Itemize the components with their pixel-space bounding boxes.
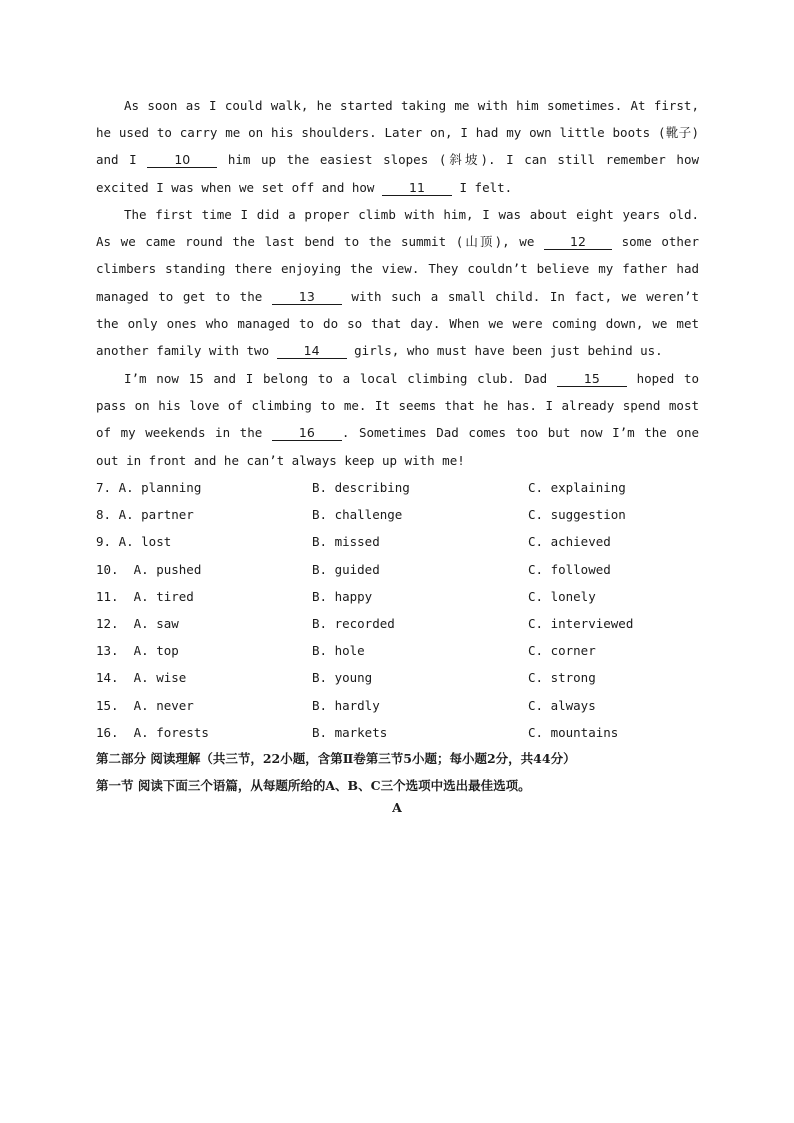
option-c: C. suggestion xyxy=(528,507,626,523)
option-a: 16. A. forests xyxy=(96,724,209,740)
p3-text-2: hoped to pass on his love of climbing to me. It seems that he has. I already spend most of my weekends in the xyxy=(96,371,700,441)
passage-label: A xyxy=(392,800,402,815)
blank-16: 16 xyxy=(272,426,342,441)
p2-text-3: with such a small child. In fact, we weren’t the only ones who managed to do so that day. When we were coming down, we met another family with two xyxy=(96,288,699,359)
option-b: B. describing xyxy=(312,480,410,495)
option-b: B. markets xyxy=(312,724,388,740)
option-b: B. recorded xyxy=(312,615,395,631)
blank-14: 14 xyxy=(277,344,347,359)
option-b: B. hole xyxy=(312,643,365,659)
option-row xyxy=(96,664,699,691)
option-b: B. challenge xyxy=(312,507,403,523)
p3-text-3: . Sometimes Dad comes too but now I’m the one out in front and he can’t always keep up with me! xyxy=(96,425,699,468)
option-row xyxy=(96,528,699,555)
option-a: 7. A. planning xyxy=(96,480,202,495)
p1-text-1: As soon as I could walk, he started taking me with him sometimes. At first, he used to carry me on his shoulders. Later on, I had my own little boots (靴子) and I xyxy=(96,98,699,168)
option-a: 14. A. wise xyxy=(96,670,187,686)
blank-12: 12 xyxy=(544,235,612,250)
option-row xyxy=(96,719,699,746)
option-row xyxy=(96,556,699,583)
p1-text-3: I felt. xyxy=(451,179,513,195)
option-a: 11. A. tired xyxy=(96,588,194,604)
option-row xyxy=(96,692,699,719)
p2-text-2: some other climbers standing there enjoying the view. They couldn’t believe my father had managed to get to the xyxy=(96,234,699,304)
option-a: 13. A. top xyxy=(96,643,179,659)
p1-text-2: him up the easiest slopes (斜坡). I can still remember how excited I was when we set off and how xyxy=(96,152,699,195)
option-c: C. mountains xyxy=(528,724,619,740)
option-a: 9. A. lost xyxy=(96,534,172,550)
passage-paragraph-2 xyxy=(96,201,699,364)
option-c: C. interviewed xyxy=(528,615,634,631)
option-c: C. strong xyxy=(528,670,596,686)
option-b: B. young xyxy=(312,670,373,686)
option-a: 15. A. never xyxy=(96,697,194,713)
blank-10: 10 xyxy=(147,153,217,168)
option-b: B. hardly xyxy=(312,697,380,713)
blank-11: 11 xyxy=(382,181,452,196)
option-b: B. missed xyxy=(312,534,380,550)
option-c: C. corner xyxy=(528,643,596,659)
option-c: C. followed xyxy=(528,561,611,577)
option-row xyxy=(96,583,699,610)
p2-text-1: The first time I did a proper climb with him, I was about eight years old. As we came round the last bend to the summit (山顶), we xyxy=(96,207,699,250)
option-row xyxy=(96,501,699,528)
subsection-heading: 第一节 阅读下面三个语篇，从每题所给的A、B、C三个选项中选出最佳选项。 xyxy=(96,778,531,793)
answer-options xyxy=(96,474,699,746)
option-c: C. always xyxy=(528,697,596,713)
option-row xyxy=(96,610,699,637)
option-a: 8. A. partner xyxy=(96,507,194,523)
option-b: B. guided xyxy=(312,561,380,577)
blank-13: 13 xyxy=(272,290,342,305)
option-c: C. achieved xyxy=(528,534,611,550)
option-a: 10. A. pushed xyxy=(96,561,202,577)
passage-paragraph-1 xyxy=(96,92,699,201)
p3-text-1: I’m now 15 and I belong to a local climbing club. Dad xyxy=(124,371,557,386)
passage-paragraph-3 xyxy=(96,365,699,474)
option-a: 12. A. saw xyxy=(96,615,179,631)
option-b: B. happy xyxy=(312,588,373,604)
section-heading: 第二部分 阅读理解（共三节，22小题，含第Ⅱ卷第三节5小题；每小题2分，共44分） xyxy=(96,751,576,766)
option-c: C. explaining xyxy=(528,480,626,495)
p2-text-4: girls, who must have been just behind us. xyxy=(346,343,663,359)
option-row xyxy=(96,474,699,501)
option-row xyxy=(96,637,699,664)
option-c: C. lonely xyxy=(528,588,596,604)
blank-15: 15 xyxy=(557,372,627,387)
